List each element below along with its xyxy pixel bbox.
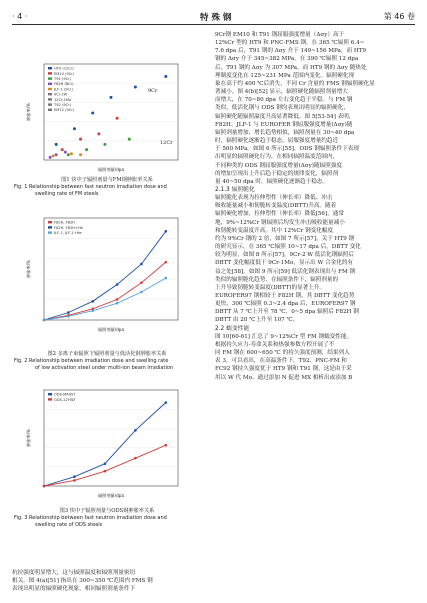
legend-label: F82H, F82H+He xyxy=(54,225,83,230)
legend-label: F82H, F82H xyxy=(54,220,75,225)
legend-swatch xyxy=(48,231,52,233)
legend-label: 12Cr-1Mo xyxy=(54,97,72,102)
legend-label: T91 (9Cr) xyxy=(54,77,71,81)
data-point xyxy=(91,300,94,303)
text-line: 地，9%~12%Cr 钢辐照后均发生冲击吸收能量减小 xyxy=(215,219,345,226)
text-line: 更快，300 ℃辐照 0.3~2.4 dpa 后，EUROFER97 钢 xyxy=(215,301,356,308)
caption-cn: 图2 多离子束辐照下辐照剂量与低活化钢肿胀率关系 xyxy=(47,351,167,357)
data-point xyxy=(64,151,67,154)
legend-label: JLF-1, JLF-1+He xyxy=(54,231,82,235)
caption-cn: 图1 快中子辐照剂量与FM钢肿胀率关系 xyxy=(61,177,153,183)
legend-swatch xyxy=(48,221,52,223)
text-line: 后，T91 钢的 Δσy 为 307 MPa，而 HT9 钢的 Δσy 随热处 xyxy=(215,64,367,71)
figure-3 xyxy=(24,384,184,500)
text-line: EUROFER97 钢相较于 F82H 钢，其 DBTT 变化趋势 xyxy=(215,293,355,299)
legend-swatch xyxy=(48,393,52,395)
data-point xyxy=(140,263,143,266)
legend-swatch xyxy=(48,98,52,100)
data-point xyxy=(43,319,46,322)
data-point xyxy=(165,444,168,447)
data-point xyxy=(116,298,119,301)
figure-3-caption xyxy=(14,508,200,530)
caption-en: of low activation steel under multi-ion beam irradiation xyxy=(35,365,174,372)
data-point xyxy=(61,148,64,151)
text-line: 不同种类的 ODS 钢屈服强度增量(Δσy)随辐照强度 xyxy=(215,162,342,169)
text-line: 的研究显示，在 365 ℃辐照 10~17 dpa 后，DBTT 变化 xyxy=(215,244,361,251)
text-line: 表现出明显的辐照硬化现象，相同辐照剂量条件下 xyxy=(12,586,136,593)
right-column-text xyxy=(215,31,418,382)
legend-label: F82H (8Cr) xyxy=(54,82,74,87)
text-line: 相关。图 4(a)[51] 指出在 300~350 ℃范围内 FMS 钢 xyxy=(12,578,153,585)
y-axis-label: 肿胀率/% xyxy=(26,103,31,121)
figure-2 xyxy=(24,212,184,334)
caption-en: Fig. 1 Relationship between fast neutron irradiation dose and xyxy=(14,184,167,191)
data-point xyxy=(70,152,73,155)
figure-1-caption xyxy=(14,177,200,199)
legend-swatch xyxy=(48,72,52,74)
data-point xyxy=(91,112,94,115)
data-point xyxy=(165,261,168,264)
text-line: 和韧脆转变温度升高。其中 12%Cr 钢变化幅度 xyxy=(215,227,334,234)
data-point xyxy=(164,75,167,78)
legend-swatch xyxy=(48,67,52,69)
data-point xyxy=(67,153,70,156)
figure-2-caption xyxy=(14,351,200,373)
text-line: 而增大，在 70~80 dpa 左右变化趋于平稳。与 FM 钢 xyxy=(215,97,353,104)
text-line: 吸收能量减小和韧脆转变温度(DBTT)升高。随着 xyxy=(215,203,337,210)
data-point xyxy=(85,148,88,151)
x-axis-label: 辐照剂量/dpa xyxy=(97,493,125,498)
data-point xyxy=(97,132,100,135)
data-point xyxy=(43,485,46,488)
text-line: 同 FM 钢在 600~650 ℃ 的持久强度预测，结果列入 xyxy=(215,350,350,357)
text-line: 类似的辐照脆化趋势，在辐照条件下，辐照剂量的 xyxy=(215,276,339,283)
data-point xyxy=(67,311,70,314)
text-line: 辐照硬化随辐照温度升高显著降低。图 5[53-54] 表明， xyxy=(215,113,355,120)
legend-label: 9Cr-2W xyxy=(54,92,68,97)
data-point xyxy=(73,475,76,478)
text-line: 于 500 MPa。如图 6 所示[55]，ODS 钢辐照条件下表现 xyxy=(215,146,359,153)
data-point xyxy=(165,277,168,280)
data-point xyxy=(52,154,55,157)
legend-swatch xyxy=(48,77,52,79)
data-point xyxy=(140,291,143,294)
data-point xyxy=(104,462,107,465)
text-line: DBTT 变化幅度低于 9Cr-1Mo，显示出 W 合金化的有 xyxy=(215,260,353,267)
text-line: F82H、JLF-1 与 EUROFER 钢屈服强度增量(Δσy)随 xyxy=(215,121,353,128)
y-axis-label: 肿胀率/% xyxy=(26,260,31,278)
legend-label: EM10 (9Cr) xyxy=(54,71,75,76)
legend-label: EM12 (9Cr) xyxy=(54,108,75,113)
data-point xyxy=(134,429,137,432)
section-heading-2-2: 2.2 蠕变性能 xyxy=(215,325,250,332)
legend-swatch xyxy=(48,88,52,90)
text-line: 7.6 dpa 后，T91 钢的 Δσy 介于 149~156 MPa，而 HT9 xyxy=(215,48,367,55)
legend-label: T92 (9Cr) xyxy=(54,103,71,107)
data-point xyxy=(79,138,82,141)
journal-name: 特 殊 钢 xyxy=(200,13,232,23)
text-line: 图 10[60-61] 汇总了 9~12%Cr 型 FM 钢蠕变性能。 xyxy=(215,333,353,340)
text-line: 钢的 Δσy 介于 345~382 MPa。在 390 ℃辐照 12 dpa xyxy=(215,56,359,63)
data-point xyxy=(116,283,119,286)
legend-swatch xyxy=(48,83,52,85)
x-axis-label: 辐照剂量/dpa xyxy=(97,327,125,332)
text-line: 量 40~50 dpa 时，辐照硬化逐渐趋于稳态。 xyxy=(215,178,329,185)
section-heading-2-1-3: 2.1.3 辐照脆化 xyxy=(215,186,255,193)
caption-en: Fig. 2 Relationship between irradiation dose and swelling rate xyxy=(14,358,169,365)
legend-swatch xyxy=(48,226,52,228)
text-line: 辐照脆化表现为拉伸塑性（伸长率）降低、冲击 xyxy=(215,195,333,202)
text-line: DBTT 从 7 ℃上升至 78 ℃，0~5 dpa 辐照后 F82H 钢 xyxy=(215,309,359,316)
data-point xyxy=(55,143,58,146)
data-point xyxy=(73,127,76,130)
legend-label: HT9 (12Cr) xyxy=(54,66,74,71)
volume-label: 第 46 卷 xyxy=(383,12,415,21)
text-line: 益之处[58]。如图 9 所示[59] 低活化钢表现出与 FM 钢 xyxy=(215,268,356,275)
data-point xyxy=(103,143,106,146)
figure-3-chart xyxy=(24,384,184,500)
text-line: 较为明显，如图 8 所示[57]。9Cr-2 W 低活化钢辐照后 xyxy=(215,252,354,259)
text-line: 用以 W 代 Mo、通过添加 N 促进 MX 相析出或添加 B xyxy=(215,374,353,381)
text-line: 类似，低活化钢与 ODS 钢均表现出明显的辐照硬化， xyxy=(215,105,349,112)
text-line: FC92 钢持久强度优于 HT9 钢和 T91 钢，这是由于采 xyxy=(215,366,352,373)
legend-label: ODS-MA957 xyxy=(54,392,76,397)
plot-frame xyxy=(44,390,178,486)
text-line: 的增加呈现出上升后趋于稳定的规律变化，辐照剂 xyxy=(215,170,339,177)
annotation-label: 9Cr xyxy=(148,88,158,94)
figure-1 xyxy=(24,58,184,174)
data-point xyxy=(165,230,168,233)
data-point xyxy=(116,302,119,305)
text-line: 辐照硬化增加，拉伸塑性（伸长率）降低[56]，通常 xyxy=(215,211,344,218)
legend-swatch xyxy=(48,109,52,111)
text-line: 9Cr钢 EM10 和 T91 钢屈服强度增量（Δσy）高于 xyxy=(215,32,345,38)
data-point xyxy=(73,479,76,482)
data-point xyxy=(67,315,70,318)
page-number: · 4 · xyxy=(12,12,28,21)
caption-en: swelling rate of FM steels xyxy=(35,191,99,198)
text-line: 理制度变化在 125~231 MPa 范围内变化。辐照硬化现 xyxy=(215,72,355,79)
data-point xyxy=(165,401,168,404)
text-line: 约为 9%Cr 钢的 2 倍，如图 7 所示[57]。关于 HT9 钢 xyxy=(215,235,355,242)
caption-en: swelling rate of ODS steels xyxy=(35,522,103,529)
left-column-text xyxy=(12,569,204,593)
data-point xyxy=(110,96,113,99)
data-point xyxy=(91,309,94,312)
data-point xyxy=(55,153,58,156)
data-point xyxy=(134,457,137,460)
legend-label: ODS-12YWT xyxy=(54,397,76,402)
text-line: 12%Cr 型的 HT9 和 PNC-FMS 钢。在 365 ℃辐照 6.4~ xyxy=(215,40,365,47)
page-header xyxy=(12,6,415,25)
text-line: DBTT 由 20 ℃上升至 107 ℃。 xyxy=(215,317,299,324)
figure-1-chart xyxy=(24,58,184,174)
text-line: 著减小。图 4(b)[52] 显示，辐照硬化随辐照剂量增大 xyxy=(215,89,348,96)
legend-swatch xyxy=(48,103,52,105)
text-line: 出明显的辐照硬化行为，在相同辐照温度范围内， xyxy=(215,154,339,161)
data-point xyxy=(49,156,52,159)
data-point xyxy=(134,85,137,88)
text-line: 辐照剂量增加，增长趋势相似，辐照剂量在 30~40 dpa xyxy=(215,129,355,136)
text-line: 时，辐照硬化逐渐趋于稳态，屈服强度增量约趋近 xyxy=(215,138,339,145)
x-axis-label: 辐照剂量/dpa xyxy=(97,167,125,172)
text-line: 表 3。可以看出，在高温条件下，T92、PNC-FM 和 xyxy=(215,358,347,365)
figure-2-chart xyxy=(24,212,184,334)
y-axis-label: 肿胀率/% xyxy=(26,429,31,447)
data-point xyxy=(140,281,143,284)
legend-label: JLF-1 (9Cr) xyxy=(54,87,73,92)
caption-en: Fig. 3 Relationship between fast neutron irradiation dose and xyxy=(14,515,167,522)
data-point xyxy=(116,117,119,120)
legend-swatch xyxy=(48,398,52,400)
text-line: 根据持久应力-寿命关系和热强参数方程开展了不 xyxy=(215,341,335,348)
text-line: 抗拉强度明显增大，这与辐照温度和辐照剂量密切 xyxy=(12,570,136,576)
caption-cn: 图3 快中子辐照剂量与ODS钢肿胀率关系 xyxy=(59,508,155,514)
data-point xyxy=(79,153,82,156)
text-line: 上升导致韧脆转变温度(DBTT)的显著上升。 xyxy=(215,284,326,291)
annotation-label: 12Cr xyxy=(160,140,173,146)
text-line: 象在高于约 400 ℃后消失，不同 Cr 含量的 FMS 钢辐照硬化显 xyxy=(215,80,375,87)
data-point xyxy=(104,470,107,473)
legend-swatch xyxy=(48,93,52,95)
data-point xyxy=(128,138,131,141)
